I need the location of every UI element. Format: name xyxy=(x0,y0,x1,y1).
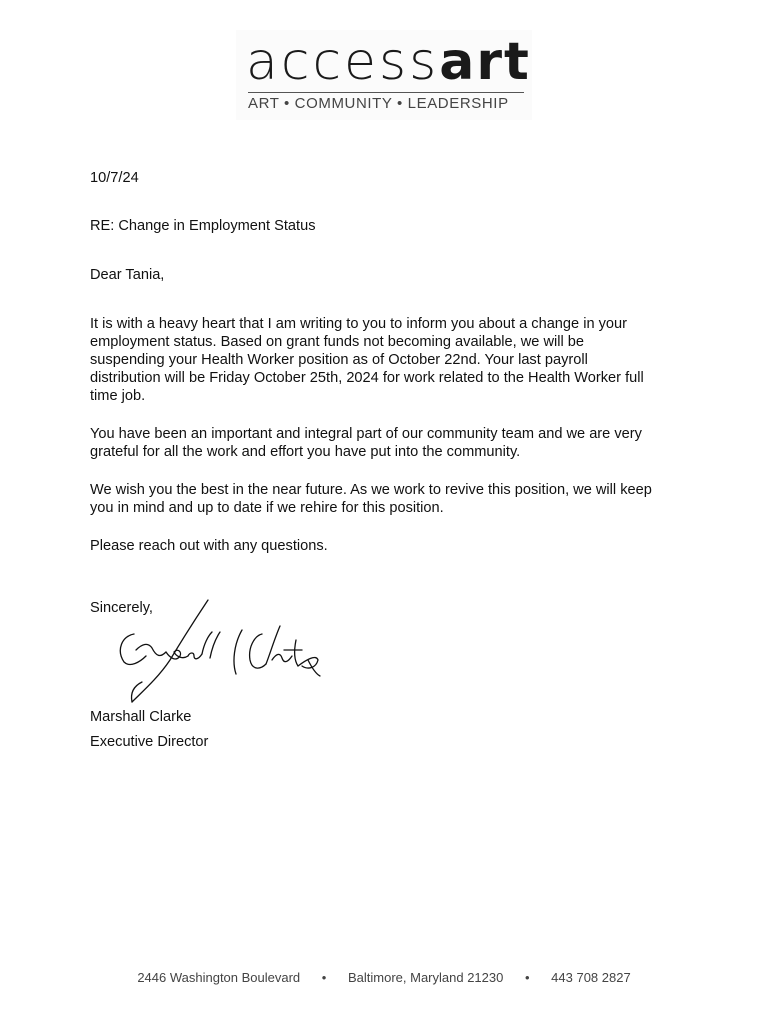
paragraph-1-line: employment status. Based on grant funds not becoming available, we will be xyxy=(90,334,585,350)
paragraph-3-line: you in mind and up to date if we rehire for this position. xyxy=(90,500,444,516)
letter-subject: RE: Change in Employment Status xyxy=(90,218,316,234)
accessart-logo xyxy=(236,30,532,120)
logo-wordmark xyxy=(246,32,531,92)
footer-phone: 443 708 2827 xyxy=(551,970,631,985)
handwritten-signature xyxy=(112,596,332,708)
paragraph-2-line: grateful for all the work and effort you have put into the community. xyxy=(90,444,521,460)
paragraph-1-line: distribution will be Friday October 25th, 2024 for work related to the Health Worker full xyxy=(90,370,644,386)
paragraph-1-line: time job. xyxy=(90,388,146,404)
paragraph-2-line: You have been an important and integral part of our community team and we are very xyxy=(90,426,642,442)
paragraph-3-line: We wish you the best in the near future. As we work to revive this position, we will keep xyxy=(90,482,652,498)
letter-closing: Sincerely, xyxy=(90,600,153,616)
letter-date: 10/7/24 xyxy=(90,170,139,186)
paragraph-2 xyxy=(90,425,680,461)
footer-separator: • xyxy=(321,970,327,985)
logo-word-access: access xyxy=(246,32,440,92)
logo-tagline: ART • COMMUNITY • LEADERSHIP xyxy=(248,95,509,112)
footer-address xyxy=(0,970,768,985)
paragraph-4: Please reach out with any questions. xyxy=(90,538,328,554)
signer-name: Marshall Clarke xyxy=(90,709,192,725)
footer-street: 2446 Washington Boulevard xyxy=(137,970,301,985)
paragraph-1 xyxy=(90,315,680,405)
signer-title: Executive Director xyxy=(90,734,209,750)
paragraph-1-line: It is with a heavy heart that I am writing to you to inform you about a change in your xyxy=(90,316,628,332)
logo-word-art: art xyxy=(439,32,531,92)
footer-separator: • xyxy=(524,970,530,985)
letter-salutation: Dear Tania, xyxy=(90,267,165,283)
paragraph-1-line: suspending your Health Worker position as of October 22nd. Your last payroll xyxy=(90,352,588,368)
footer-city: Baltimore, Maryland 21230 xyxy=(347,970,504,985)
paragraph-3 xyxy=(90,481,680,517)
